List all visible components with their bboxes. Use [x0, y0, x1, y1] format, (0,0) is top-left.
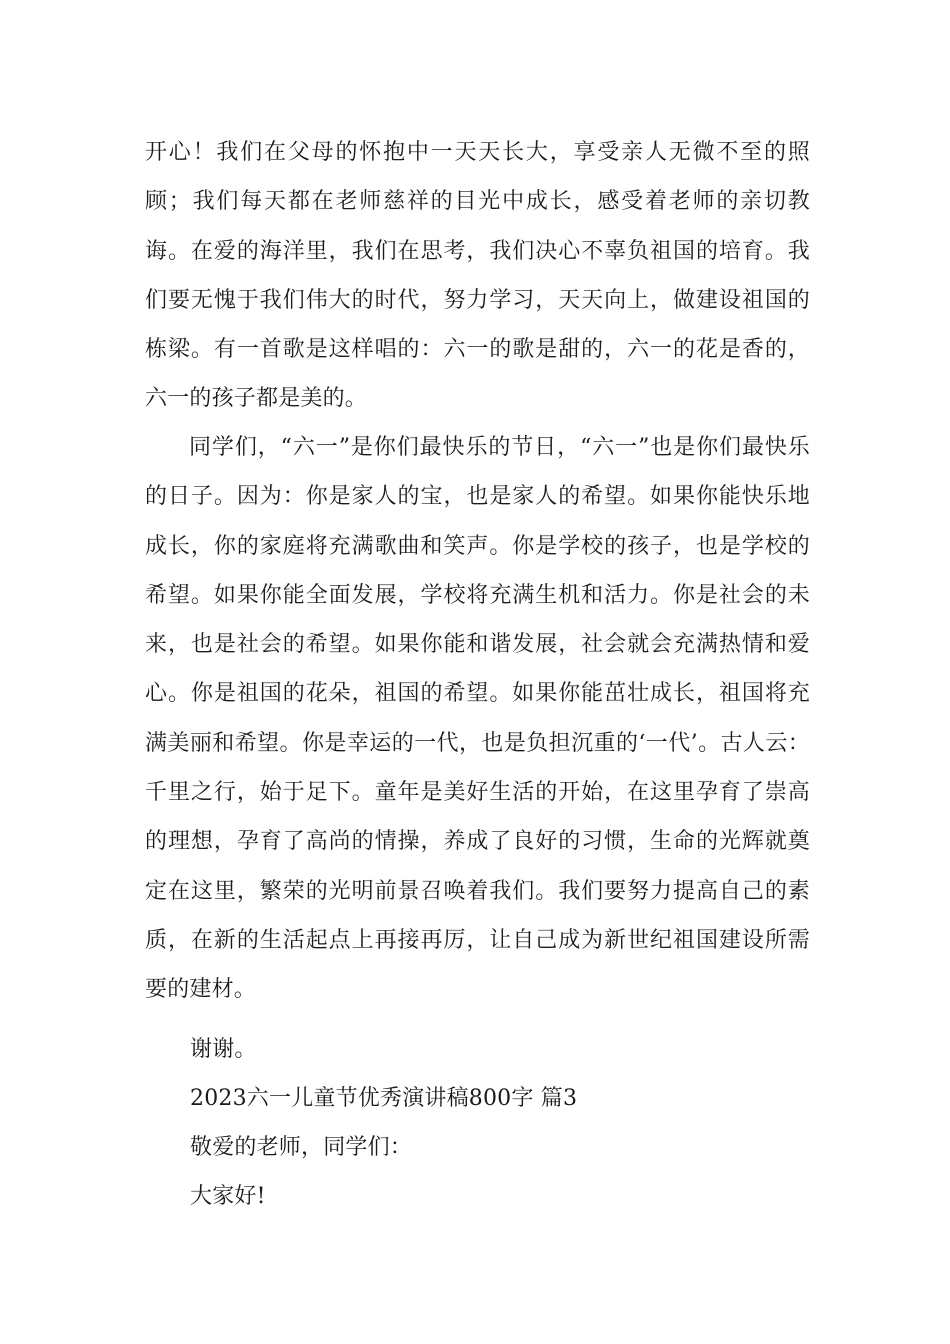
thanks-line: 谢谢。 — [190, 1037, 257, 1062]
greeting-line: 大家好! — [190, 1184, 266, 1209]
paragraph-continued: 开心！我们在父母的怀抱中一天天长大，享受亲人无微不至的照顾；我们每天都在老师慈祥的目光中成长，感受着老师的亲切教诲。在爱的海洋里，我们在思考，我们决心不辜负祖国的培育。我们要无愧于我们伟大的时代，努力学习，天天向上，做建设祖国的栋梁。有一首歌是这样唱的：六一的歌是甜的，六一的花是香的，六一的孩子都是美的。 — [145, 140, 810, 412]
salutation-line: 敬爱的老师，同学们： — [190, 1135, 413, 1160]
paragraph-students: 同学们，“六一”是你们最快乐的节日，“六一”也是你们最快乐的日子。因为：你是家人的宝，也是家人的希望。如果你能快乐地成长，你的家庭将充满歌曲和笑声。你是学校的孩子，也是学校的希望。如果你能全面发展，学校将充满生机和活力。你是社会的未来，也是社会的希望。如果你能和谐发展，社会就会充满热情和爱心。你是祖国的花朵，祖国的希望。如果你能茁壮成长，祖国将充满美丽和希望。你是幸运的一代，也是负担沉重的‘一代’。古人云：千里之行，始于足下。童年是美好生活的开始，在这里孕育了崇高的理想，孕育了高尚的情操，养成了良好的习惯，生命的光辉就奠定在这里，繁荣的光明前景召唤着我们。我们要努力提高自己的素质，在新的生活起点上再接再厉，让自己成为新世纪祖国建设所需要的建材。 — [145, 435, 810, 1003]
section-heading: 2023六一儿童节优秀演讲稿800字 篇3 — [190, 1086, 578, 1111]
